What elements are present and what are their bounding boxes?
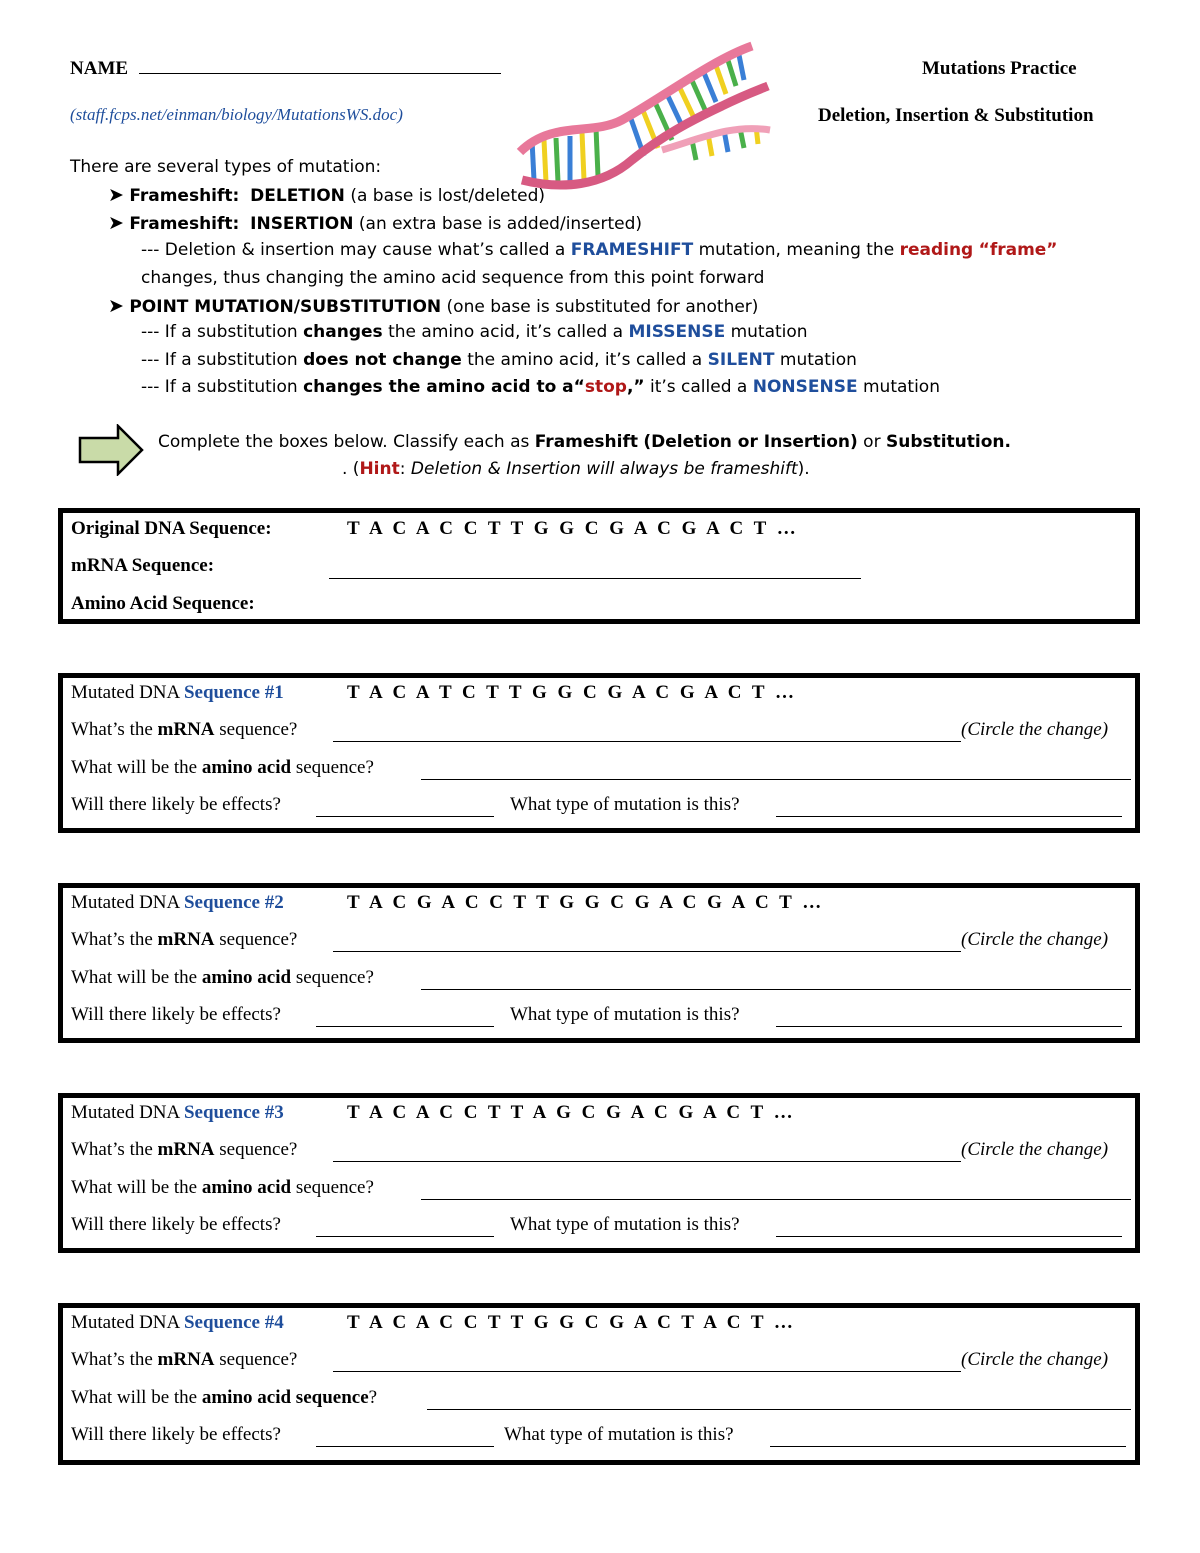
mrna-answer-line[interactable] bbox=[329, 558, 861, 579]
worksheet-title: Mutations Practice bbox=[922, 58, 1077, 79]
frameshift-note-cont: changes, thus changing the amino acid sequence from this point forward bbox=[141, 268, 765, 288]
mrna-answer-line[interactable] bbox=[333, 721, 961, 742]
mutation-heading: Mutated DNA Sequence #4 bbox=[71, 1312, 284, 1333]
mutation-box-1 bbox=[58, 673, 1140, 833]
mutation-type-answer-line[interactable] bbox=[770, 1426, 1126, 1447]
circle-change-note: (Circle the change) bbox=[961, 929, 1109, 950]
mutation-type-question: What type of mutation is this? bbox=[510, 794, 740, 815]
arrow-bullet-icon: ➤ bbox=[108, 184, 124, 206]
source-citation: (staff.fcps.net/einman/biology/MutationsWS.doc) bbox=[70, 105, 403, 124]
circle-change-note: (Circle the change) bbox=[961, 719, 1109, 740]
mutated-dna-sequence: T A C A C C T T G G C G A C T A C T … bbox=[347, 1312, 793, 1333]
mutated-dna-sequence: T A C A C C T T A G C G A C G A C T … bbox=[347, 1102, 793, 1123]
name-field[interactable] bbox=[139, 73, 501, 74]
amino-acid-answer-line[interactable] bbox=[421, 1179, 1131, 1200]
effects-question: Will there likely be effects? bbox=[71, 1214, 281, 1235]
effects-answer-line[interactable] bbox=[316, 1006, 494, 1027]
amino-acid-question: What will be the amino acid sequence? bbox=[71, 1387, 378, 1408]
mrna-answer-line[interactable] bbox=[333, 1351, 961, 1372]
amino-acid-question: What will be the amino acid sequence? bbox=[71, 967, 374, 988]
mutation-type-question: What type of mutation is this? bbox=[510, 1214, 740, 1235]
bullet-deletion: ➤ Frameshift: DELETION (a base is lost/deleted) bbox=[108, 184, 546, 206]
frameshift-note: --- Deletion & insertion may cause what’s called a FRAMESHIFT mutation, meaning the reading “frame” bbox=[141, 240, 1058, 260]
circle-change-note: (Circle the change) bbox=[961, 1349, 1109, 1370]
amino-acid-label: Amino Acid Sequence: bbox=[71, 593, 255, 614]
intro-lead: There are several types of mutation: bbox=[70, 157, 382, 177]
mrna-question: What’s the mRNA sequence? bbox=[71, 1139, 298, 1160]
instructions-hint: . (Hint: Deletion & Insertion will always be frameshift). bbox=[342, 459, 810, 479]
original-dna-label: Original DNA Sequence: bbox=[71, 518, 272, 539]
mrna-answer-line[interactable] bbox=[333, 931, 961, 952]
bullet-insertion: ➤ Frameshift: INSERTION (an extra base is added/inserted) bbox=[108, 212, 643, 234]
mutation-heading: Mutated DNA Sequence #3 bbox=[71, 1102, 284, 1123]
effects-question: Will there likely be effects? bbox=[71, 1424, 281, 1445]
effects-answer-line[interactable] bbox=[316, 1216, 494, 1237]
amino-acid-answer-line[interactable] bbox=[427, 1389, 1131, 1410]
mutation-heading: Mutated DNA Sequence #1 bbox=[71, 682, 284, 703]
dna-helix-illustration bbox=[512, 40, 776, 190]
mrna-question: What’s the mRNA sequence? bbox=[71, 929, 298, 950]
circle-change-note: (Circle the change) bbox=[961, 1139, 1109, 1160]
right-arrow-icon bbox=[78, 424, 144, 476]
nonsense-note: --- If a substitution changes the amino acid to a“stop,” it’s called a NONSENSE mutation bbox=[141, 377, 940, 397]
bullet-point-mutation: ➤ POINT MUTATION/SUBSTITUTION (one base is substituted for another) bbox=[108, 295, 759, 317]
mrna-question: What’s the mRNA sequence? bbox=[71, 1349, 298, 1370]
name-label: NAME bbox=[70, 58, 501, 80]
mutation-box-4 bbox=[58, 1303, 1140, 1465]
mutation-type-answer-line[interactable] bbox=[776, 796, 1122, 817]
mutation-type-answer-line[interactable] bbox=[776, 1216, 1122, 1237]
arrow-bullet-icon: ➤ bbox=[108, 212, 124, 234]
mrna-answer-line[interactable] bbox=[333, 1141, 961, 1162]
instructions-line-1: Complete the boxes below. Classify each as Frameshift (Deletion or Insertion) or Substitution. bbox=[158, 432, 1011, 452]
mutated-dna-sequence: T A C G A C C T T G G C G A C G A C T … bbox=[347, 892, 822, 913]
amino-acid-answer-line[interactable] bbox=[421, 759, 1131, 780]
effects-question: Will there likely be effects? bbox=[71, 794, 281, 815]
amino-acid-question: What will be the amino acid sequence? bbox=[71, 1177, 374, 1198]
mutation-type-question: What type of mutation is this? bbox=[504, 1424, 734, 1445]
arrow-bullet-icon: ➤ bbox=[108, 295, 124, 317]
original-dna-sequence: T A C A C C T T G G C G A C G A C T … bbox=[347, 518, 796, 539]
missense-note: --- If a substitution changes the amino acid, it’s called a MISSENSE mutation bbox=[141, 322, 808, 342]
worksheet-subtitle: Deletion, Insertion & Substitution bbox=[818, 105, 1094, 126]
mutation-type-answer-line[interactable] bbox=[776, 1006, 1122, 1027]
mutation-box-3 bbox=[58, 1093, 1140, 1253]
mutation-heading: Mutated DNA Sequence #2 bbox=[71, 892, 284, 913]
effects-question: Will there likely be effects? bbox=[71, 1004, 281, 1025]
mutated-dna-sequence: T A C A T C T T G G C G A C G A C T … bbox=[347, 682, 794, 703]
silent-note: --- If a substitution does not change the amino acid, it’s called a SILENT mutation bbox=[141, 350, 857, 370]
original-sequence-box bbox=[58, 508, 1140, 624]
mutation-box-2 bbox=[58, 883, 1140, 1043]
amino-acid-answer-line[interactable] bbox=[421, 969, 1131, 990]
mrna-question: What’s the mRNA sequence? bbox=[71, 719, 298, 740]
mrna-label: mRNA Sequence: bbox=[71, 555, 215, 576]
mutation-type-question: What type of mutation is this? bbox=[510, 1004, 740, 1025]
effects-answer-line[interactable] bbox=[316, 1426, 494, 1447]
amino-acid-question: What will be the amino acid sequence? bbox=[71, 757, 374, 778]
effects-answer-line[interactable] bbox=[316, 796, 494, 817]
